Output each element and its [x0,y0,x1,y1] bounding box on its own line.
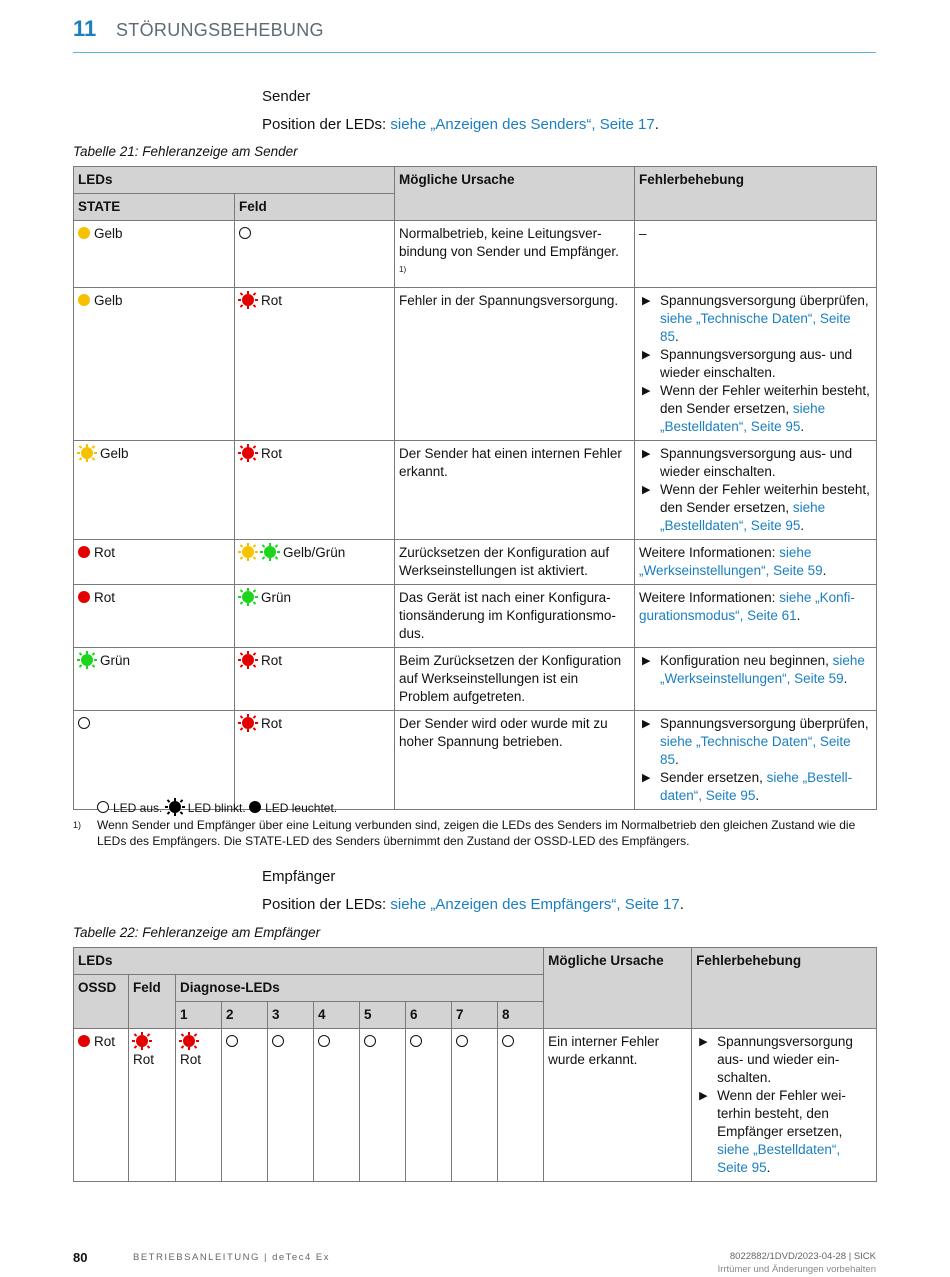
arrow-icon: ▶ [642,447,651,460]
header-ursache: Mögliche Ursache [544,948,692,1029]
header-diag-5: 5 [360,1002,406,1029]
led-on-red-icon [78,591,90,603]
receiver-error-table [73,947,877,1182]
step-end: . [800,418,805,434]
led-legend [97,801,337,815]
step-end: . [843,670,848,686]
header-feld: Feld [129,975,176,1029]
step-end: . [675,328,679,344]
sender-error-table [73,166,877,810]
state-label: Gelb [94,292,123,308]
step-text: Wenn der Fehler weiterhin besteht, den Sender ersetzen, [660,382,870,416]
led-blink-red-icon [242,294,254,306]
link-bestelldaten[interactable]: siehe „Bestelldaten“, Seite 95 [717,1142,841,1175]
legend-on-text: LED leuchtet. [265,801,338,815]
table-row [74,221,877,288]
step-text: Spannungsversorgung aus- und wieder einschalten. [717,1034,853,1085]
ursache-text: Das Gerät ist nach einer Konfigurationsänderung im Konfigurationsmodus. [399,589,616,641]
led-off-icon [364,1035,376,1047]
header-diagnose: Diagnose-LEDs [176,975,544,1002]
header-diag-7: 7 [452,1002,498,1029]
led-blink-red-icon [242,654,254,666]
header-diag-3: 3 [268,1002,314,1029]
arrow-icon: ▶ [642,483,651,496]
led-off-icon [226,1035,238,1047]
arrow-icon: ▶ [642,294,651,307]
table-row [74,584,877,647]
arrow-icon: ▶ [642,348,651,361]
ursache-text: Normalbetrieb, keine Leitungsverbindung von Sender und Empfänger. [399,226,619,259]
ursache-text: Der Sender wird oder wurde mit zu hoher Spannung betrieben. [399,715,608,749]
link-technische-daten[interactable]: siehe „Technische Daten“, Seite 85 [660,733,851,767]
chapter-title: STÖRUNGSBEHEBUNG [116,20,324,40]
feld-label: Rot [261,445,283,461]
feld-label: Rot [133,1052,155,1067]
info-end: . [822,562,827,578]
sender-heading: Sender [262,88,311,105]
step-text: Konfiguration neu beginnen, [660,652,833,668]
action-step [639,382,872,436]
step-end: . [766,1160,771,1175]
led-blink-icon [169,801,181,813]
led-blink-green-icon [264,546,276,558]
table-row [74,1029,877,1182]
legend-blink-text: LED blinkt. [187,801,246,815]
header-ursache: Mögliche Ursache [395,167,635,221]
receiver-position-prefix: Position der LEDs: [262,896,391,913]
header-ossd: OSSD [74,975,129,1029]
header-diag-2: 2 [222,1002,268,1029]
ursache-text: Der Sender hat einen internen Fehler erkannt. [399,445,622,479]
led-off-icon [410,1035,422,1047]
action-step [639,292,872,346]
feld-label: Rot [261,292,283,308]
link-konfigurationsmodus[interactable]: siehe „Konfigurationsmodus“, Seite 61 [639,589,855,623]
footnote-ref: 1) [399,265,407,274]
led-blink-red-icon [183,1035,195,1047]
step-end: . [755,787,760,803]
arrow-icon: ▶ [642,654,651,667]
receiver-position-text [262,896,684,913]
led-blink-red-icon [242,717,254,729]
receiver-position-suffix: . [679,896,684,913]
led-blink-red-icon [242,447,254,459]
led-blink-green-icon [81,654,93,666]
ursache-text: Ein interner Fehler wurde erkannt. [548,1034,660,1067]
legend-off-text: LED aus. [113,801,163,815]
led-off-icon [78,717,90,729]
header-diag-8: 8 [498,1002,544,1029]
header-diag-1: 1 [176,1002,222,1029]
action-step [639,481,872,535]
footer-document-title: BETRIEBSANLEITUNG | deTec4 Ex [133,1252,330,1263]
sender-position-suffix: . [654,116,659,133]
behebung-text: – [639,226,647,241]
led-on-red-icon [78,546,90,558]
action-step [639,715,872,769]
step-text: Spannungsversorgung aus- und wieder einschalten. [660,346,853,380]
feld-label: Rot [261,652,283,668]
table-row [74,287,877,440]
led-on-red-icon [78,1035,90,1047]
step-end: . [675,751,679,767]
table-row [74,710,877,809]
led-off-icon [97,801,109,813]
ursache-text: Zurücksetzen der Konfiguration auf Werkseinstellungen ist aktiviert. [399,544,610,578]
table-row [74,440,877,539]
page-number: 80 [73,1250,88,1265]
table21-caption: Tabelle 21: Fehleranzeige am Sender [73,144,298,159]
header-diag-6: 6 [406,1002,452,1029]
footnote-mark: 1) [73,820,82,830]
arrow-icon: ▶ [642,384,651,397]
table-row [74,539,877,584]
footer-reference: 8022882/1DVD/2023-04-28 | SICK [729,1251,876,1262]
led-off-icon [272,1035,284,1047]
footnote-text: Wenn Sender und Empfänger über eine Leitung verbunden sind, zeigen die LEDs des Senders im Normalbetrieb den gleichen Zustand wie die LEDs des Empfängers. Die STATE-LED des Senders übernimmt den Zustand der OSSD-LED des Empfängers. [97,818,856,848]
info-end: . [796,607,801,623]
chapter-number: 11 [73,16,97,41]
link-technische-daten[interactable]: siehe „Technische Daten“, Seite 85 [660,310,851,344]
arrow-icon: ▶ [699,1036,708,1048]
led-blink-green-icon [242,591,254,603]
header-behebung: Fehlerbehebung [635,167,877,221]
header-state: STATE [74,194,235,221]
action-step [696,1087,872,1177]
step-text: Spannungsversorgung überprüfen, [660,292,869,308]
step-text: Sender ersetzen, [660,769,767,785]
ursache-text: Beim Zurücksetzen der Konfiguration auf Werkseinstellungen ist ein Problem aufgetreten. [399,652,622,704]
action-step [639,769,872,805]
led-off-icon [239,227,251,239]
footer-note: Irrtümer und Änderungen vorbehalten [717,1264,876,1275]
feld-label: Gelb/Grün [283,544,346,560]
state-label: Gelb [94,226,123,241]
table22-caption: Tabelle 22: Fehleranzeige am Empfänger [73,925,321,940]
led-on-yellow-icon [78,227,90,239]
arrow-icon: ▶ [642,717,651,730]
arrow-icon: ▶ [699,1090,708,1102]
sender-position-prefix: Position der LEDs: [262,116,391,133]
sender-position-link[interactable]: siehe „Anzeigen des Senders“, Seite 17 [390,116,655,133]
step-end: . [800,517,805,533]
header-feld: Feld [235,194,395,221]
state-label: Gelb [100,445,129,461]
link-bestelldaten[interactable]: siehe „Bestelldaten“, Seite 95 [660,499,826,533]
header-leds: LEDs [74,948,544,975]
link-bestelldaten[interactable]: siehe „Bestelldaten“, Seite 95 [660,769,853,803]
header-leds: LEDs [74,167,395,194]
step-text: Wenn der Fehler weiterhin besteht, den Empfänger ersetzen, [717,1088,846,1139]
ursache-text: Fehler in der Spannungsversorgung. [399,292,619,308]
led-off-icon [456,1035,468,1047]
footnote [73,817,876,849]
led-off-icon [318,1035,330,1047]
state-label: Rot [94,544,116,560]
feld-label: Rot [261,715,283,731]
receiver-heading: Empfänger [262,868,336,885]
led-on-icon [249,801,261,813]
led-off-icon [502,1035,514,1047]
header-behebung: Fehlerbehebung [692,948,877,1029]
led-blink-yellow-icon [242,546,254,558]
action-step [639,346,872,382]
action-step [639,652,872,688]
sender-position-text [262,116,659,133]
diag-1-label: Rot [180,1052,202,1067]
step-text: Wenn der Fehler weiterhin besteht, den Sender ersetzen, [660,481,870,515]
link-werkseinstellungen[interactable]: siehe „Werkseinstellungen“, Seite 59 [660,652,865,686]
state-label: Grün [100,652,131,668]
link-werkseinstellungen[interactable]: siehe „Werkseinstellungen“, Seite 59 [639,544,823,578]
header-diag-4: 4 [314,1002,360,1029]
action-step [696,1033,872,1087]
led-blink-red-icon [136,1035,148,1047]
link-bestelldaten[interactable]: siehe „Bestelldaten“, Seite 95 [660,400,826,434]
action-step [639,445,872,481]
led-on-yellow-icon [78,294,90,306]
info-text: Weitere Informationen: [639,589,780,605]
step-text: Spannungsversorgung aus- und wieder einschalten. [660,445,853,479]
table-row [74,647,877,710]
chapter-header [73,16,876,53]
feld-label: Grün [261,589,292,605]
arrow-icon: ▶ [642,771,651,784]
step-text: Spannungsversorgung überprüfen, [660,715,869,731]
led-blink-yellow-icon [81,447,93,459]
state-label: Rot [94,589,116,605]
info-text: Weitere Informationen: [639,544,780,560]
ossd-label: Rot [94,1034,116,1049]
receiver-position-link[interactable]: siehe „Anzeigen des Empfängers“, Seite 17 [390,896,680,913]
